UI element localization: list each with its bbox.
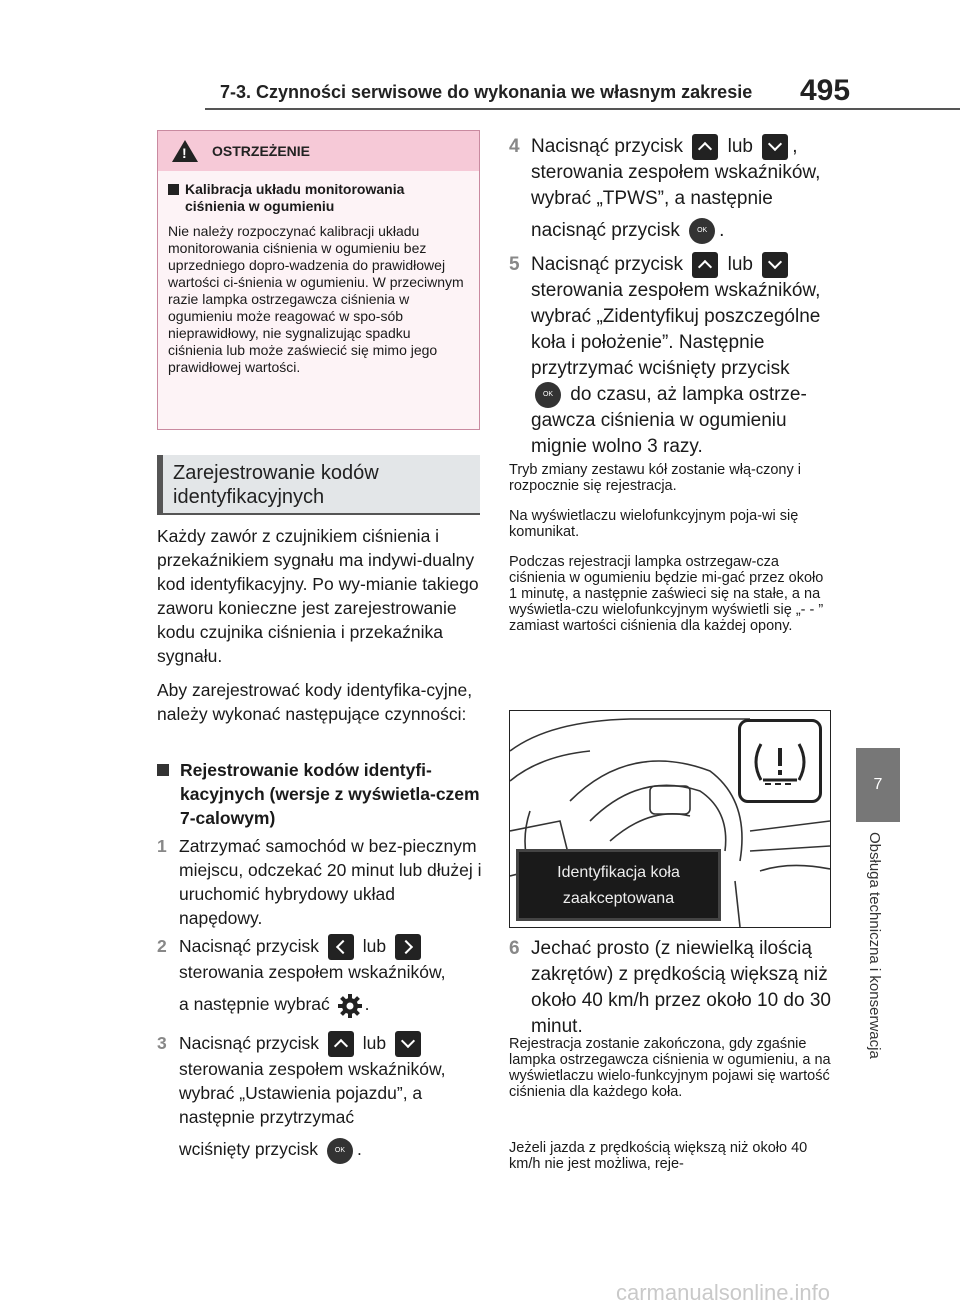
chapter-side-label: Obsługa techniczna i konserwacja	[866, 832, 883, 1059]
step-number: 4	[509, 136, 520, 157]
step-text: lub	[362, 936, 387, 956]
step-6	[509, 936, 839, 1040]
display-message-line: zaakceptowana	[562, 890, 675, 907]
right-arrow-button-icon	[395, 934, 421, 960]
gear-icon	[337, 993, 363, 1019]
header-rule	[205, 108, 960, 110]
ok-button-icon: OK	[535, 382, 561, 408]
step-number: 2	[157, 936, 167, 956]
subsection-heading	[157, 758, 482, 830]
step-text: sterowania zespołem wskaźników, wybrać „Zidentyfikuj poszczególne koła i położenie”. Następnie przytrzymać wciśnięty przycisk	[531, 280, 821, 380]
step-1	[157, 834, 482, 930]
subsection-heading-text: Rejestrowanie kodów identyfi-kacyjnych (wersje z wyświetla-czem 7-calowym)	[180, 760, 480, 828]
step-number: 3	[157, 1033, 167, 1053]
step-text: Nacisnąć przycisk	[531, 254, 684, 276]
down-arrow-button-icon	[395, 1031, 421, 1057]
step-text: do czasu, aż lampka ostrze-gawcza ciśnienia w ogumieniu mignie wolno 3 razy.	[531, 384, 807, 458]
display-message	[516, 849, 721, 921]
step-number: 5	[509, 254, 520, 275]
step-text: Jechać prosto (z niewielką ilością zakrętów) z prędkością większą niż około 40 km/h przez około 10 do 30 minut.	[531, 938, 831, 1037]
step-text: Nacisnąć przycisk	[179, 1033, 320, 1053]
chapter-tab: 7	[856, 748, 900, 822]
up-arrow-button-icon	[692, 252, 718, 278]
warning-box	[157, 130, 480, 430]
running-header: 7-3. Czynności serwisowe do wykonania we własnym zakresie	[220, 82, 753, 102]
step-text: lub	[362, 1033, 387, 1053]
note-completion: Rejestracja zostanie zakończona, gdy zgaśnie lampka ostrzegawcza ciśnienia w ogumieniu, a na wyświetlaczu wielo-funkcyjnym pojawi się wartość ciśnienia dla każdego koła.	[509, 1036, 831, 1100]
note-registration: Podczas rejestracji lampka ostrzegaw-cza ciśnienia w ogumieniu będzie mi-gać przez około 1 minutę, a następnie zaświeci się na stałe, a na wyświetla-czu wielofunkcyjnym wyświetli się „- - ” zamiast wartości ciśnienia dla każdej opony.	[509, 554, 824, 634]
step-3: 3 Nacisnąć przycisk lub sterowania zespołem wskaźników, wybrać „Ustawienia pojazdu”, a następnie przytrzymać wciśnięty przycisk OK .	[157, 1031, 482, 1164]
watermark: carmanualsonline.info	[616, 1280, 831, 1305]
step-4: 4 Nacisnąć przycisk lub , sterowania zespołem wskaźników, wybrać „TPWS”, a następnie nacisnąć przycisk OK .	[509, 134, 834, 244]
warning-subhead-text: Kalibracja układu monitorowania ciśnienia w ogumieniu	[185, 181, 405, 214]
square-bullet-icon	[168, 184, 179, 195]
square-bullet-icon	[157, 764, 169, 776]
page-number: 495	[800, 74, 851, 107]
ok-button-icon: OK	[327, 1138, 353, 1164]
note-mode-change: Tryb zmiany zestawu kół zostanie włą-czony i rozpocznie się rejestracja.	[509, 462, 801, 494]
up-arrow-button-icon	[328, 1031, 354, 1057]
warning-body: Nie należy rozpoczynać kalibracji układu monitorowania ciśnienia w ogumieniu bez uprzedniego dopro-wadzenia do prawidłowej wartości ci-śnienia w ogumieniu. W przeciwnym razie lampka ostrzegawcza ciśnienia w ogumieniu może reagować w spo-sób nieprawidłowy, nie sygnalizując spadku ciśnienia lub może zaświecić się mimo jego prawidłowej wartości.	[168, 223, 464, 375]
step-text: Zatrzymać samochód w bez-piecznym miejscu, odczekać 20 minut lub dłużej i uruchomić hybrydowy układ napędowy.	[179, 836, 482, 928]
step-text: wciśnięty przycisk	[179, 1139, 319, 1160]
step-5	[509, 252, 834, 460]
section-heading: Zarejestrowanie kodów identyfikacyjnych	[157, 455, 480, 515]
tire-pressure-symbol	[741, 722, 819, 800]
warning-subhead	[168, 181, 467, 215]
ok-button-icon: OK	[689, 218, 715, 244]
step-number: 6	[509, 938, 520, 959]
warning-label: OSTRZEŻENIE	[212, 143, 311, 159]
dashboard-illustration	[509, 710, 831, 928]
step-text: lub	[727, 254, 753, 276]
step-text: sterowania zespołem wskaźników, wybrać „Ustawienia pojazdu”, a następnie przytrzymać	[179, 1059, 446, 1128]
left-arrow-button-icon	[328, 934, 354, 960]
note-speed: Jeżeli jazda z prędkością większą niż około 40 km/h nie jest możliwa, reje-	[509, 1140, 808, 1172]
note-message: Na wyświetlaczu wielofunkcyjnym poja-wi się komunikat.	[509, 508, 799, 540]
down-arrow-button-icon	[762, 252, 788, 278]
step-text: Nacisnąć przycisk	[531, 136, 684, 158]
step-text: lub	[727, 136, 753, 158]
warning-triangle-icon	[172, 140, 198, 162]
step-text: sterowania zespołem wskaźników,	[179, 962, 446, 983]
step-text: Nacisnąć przycisk	[179, 936, 320, 956]
step-text: a następnie wybrać	[179, 994, 330, 1015]
paragraph-instructions: Aby zarejestrować kody identyfika-cyjne, należy wykonać następujące czynności:	[157, 680, 473, 724]
display-message-line: Identyfikacja koła	[557, 864, 680, 881]
warning-header	[158, 131, 479, 171]
down-arrow-button-icon	[762, 134, 788, 160]
step-2: 2 Nacisnąć przycisk lub sterowania zespołem wskaźników, a następnie wybrać .	[157, 934, 482, 1019]
up-arrow-button-icon	[692, 134, 718, 160]
step-text: sterowania zespołem wskaźników, wybrać „TPWS”, a następnie	[531, 162, 821, 210]
tire-pressure-warning-icon	[738, 719, 822, 803]
step-number: 1	[157, 836, 167, 856]
paragraph-intro: Każdy zawór z czujnikiem ciśnienia i przekaźnikiem sygnału ma indywi-dualny kod identyfikacyjny. Po wy-mianie takiego zaworu konieczne jest zarejestrowanie kodu czujnika ciśnienia i przekaźnika sygnału.	[157, 526, 479, 666]
step-text: nacisnąć przycisk	[531, 220, 680, 242]
